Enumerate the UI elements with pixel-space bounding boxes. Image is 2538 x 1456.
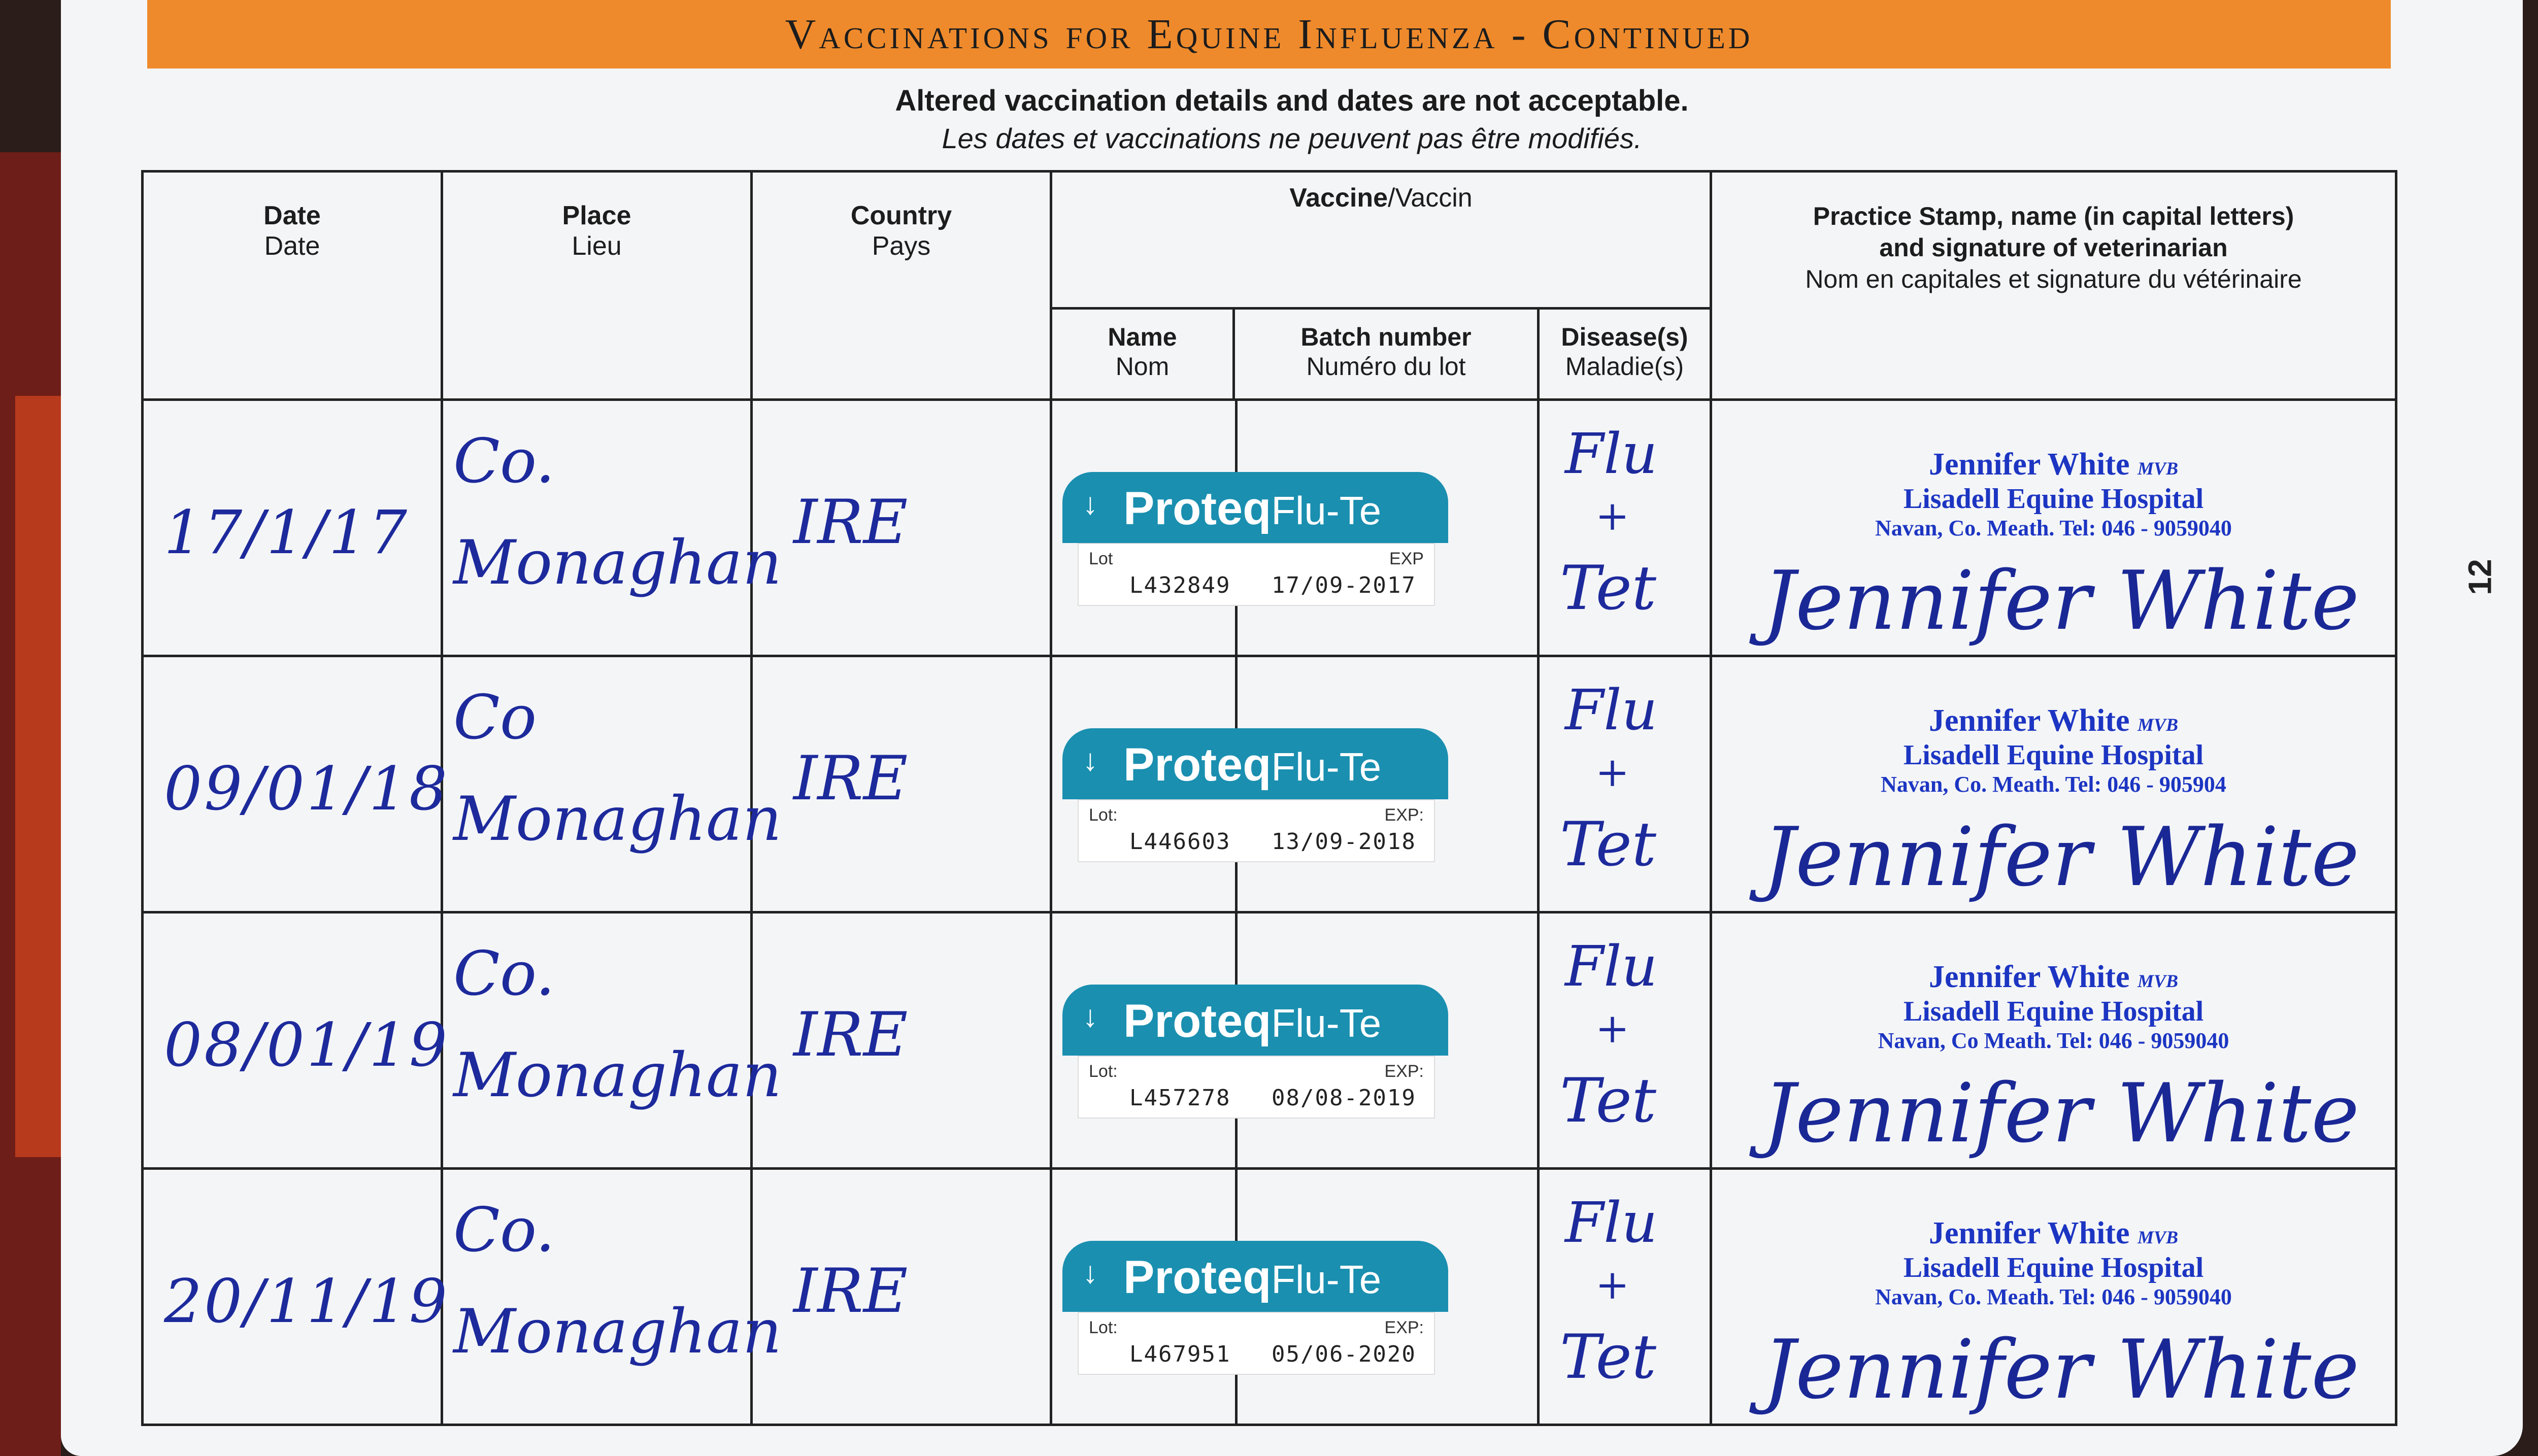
expiry-date: 17/09-2017 <box>1272 572 1416 598</box>
exp-label: EXP: <box>1384 1062 1424 1081</box>
vet-signature: Jennifer White <box>1763 1322 2359 1417</box>
country-value: IRE <box>793 487 908 558</box>
practice-stamp <box>1712 1215 2395 1310</box>
stamp-cell <box>1711 656 2396 912</box>
date-cell <box>143 656 449 912</box>
place-line2: Monaghan <box>453 528 782 598</box>
vet-signature: Jennifer White <box>1763 553 2359 648</box>
hospital-name: Lisadell Equine Hospital <box>1903 1252 2204 1283</box>
hospital-name: Lisadell Equine Hospital <box>1903 996 2204 1027</box>
place-line1: Co <box>453 683 537 753</box>
col-vaccine-header: Vaccine/Vaccin <box>1051 172 1711 309</box>
arrow-down-icon: ↓ <box>1083 743 1098 777</box>
country-cell <box>752 912 1051 1169</box>
hospital-address: Navan, Co Meath. Tel: 046 - 9059040 <box>1878 1028 2229 1053</box>
lot-label: Lot: <box>1089 1318 1118 1337</box>
vaccine-brand: Proteq <box>1123 483 1272 534</box>
exp-label: EXP: <box>1384 1318 1424 1337</box>
disease-line2: + <box>1595 1261 1630 1308</box>
vaccine-brand: Proteq <box>1123 995 1272 1047</box>
vet-name: Jennifer White <box>1928 1216 2130 1250</box>
vaccine-brand: Proteq <box>1123 1251 1272 1303</box>
place-cell <box>442 400 782 656</box>
lot-label: Lot: <box>1089 805 1118 825</box>
vaccine-brand-suffix: Flu-Te <box>1271 488 1382 533</box>
practice-stamp <box>1712 703 2395 797</box>
vet-title: MVB <box>2137 1227 2179 1247</box>
vaccine-cell <box>1051 912 1539 1169</box>
country-value: IRE <box>793 743 908 814</box>
place-cell <box>442 1169 782 1425</box>
table-row <box>143 912 2396 1169</box>
disease-cell <box>1539 656 1711 912</box>
expiry-date: 13/09-2018 <box>1272 829 1416 855</box>
place-line1: Co. <box>453 1195 555 1266</box>
disease-cell <box>1539 912 1711 1169</box>
date-value: 08/01/19 <box>164 1010 449 1080</box>
hospital-address: Navan, Co. Meath. Tel: 046 - 905904 <box>1881 772 2226 797</box>
vet-name: Jennifer White <box>1928 960 2130 994</box>
disease-line1: Flu <box>1565 1190 1658 1255</box>
hospital-name: Lisadell Equine Hospital <box>1903 739 2204 771</box>
vaccine-brand-suffix: Flu-Te <box>1271 1001 1382 1045</box>
disease-cell <box>1539 1169 1711 1425</box>
hospital-address: Navan, Co. Meath. Tel: 046 - 9059040 <box>1875 1284 2232 1309</box>
date-value: 09/01/18 <box>164 754 449 824</box>
disease-line3: Tet <box>1560 553 1656 624</box>
exp-label: EXP <box>1389 549 1424 568</box>
expiry-date: 05/06-2020 <box>1272 1341 1416 1367</box>
vet-title: MVB <box>2137 458 2179 479</box>
date-cell <box>143 912 449 1169</box>
country-cell <box>752 656 1051 912</box>
exp-label: EXP: <box>1384 805 1424 825</box>
country-cell <box>752 1169 1051 1425</box>
section-title-bar <box>147 0 2391 69</box>
stamp-cell <box>1711 912 2396 1169</box>
vet-title: MVB <box>2137 715 2179 735</box>
vet-name: Jennifer White <box>1928 703 2130 738</box>
date-value: 20/11/19 <box>164 1266 449 1336</box>
col-disease-header: Disease(s) Maladie(s) <box>1539 309 1711 400</box>
disease-line3: Tet <box>1560 1066 1656 1136</box>
vet-title: MVB <box>2137 971 2179 991</box>
header-row <box>143 172 2396 309</box>
vaccine-sticker <box>1062 985 1448 1122</box>
disease-line3: Tet <box>1560 1322 1656 1393</box>
arrow-down-icon: ↓ <box>1083 1256 1098 1290</box>
vaccination-table <box>141 170 2397 1426</box>
hospital-name: Lisadell Equine Hospital <box>1903 483 2204 515</box>
batch-number: L467951 <box>1129 1341 1231 1367</box>
lot-label: Lot <box>1089 549 1113 568</box>
practice-stamp <box>1712 959 2395 1054</box>
date-cell <box>143 400 442 656</box>
vet-name: Jennifer White <box>1928 447 2130 482</box>
country-cell <box>752 400 1051 656</box>
section-title: Vaccinations for Equine Influenza - Continued <box>785 11 1753 58</box>
disease-line2: + <box>1595 1005 1630 1052</box>
vaccine-brand: Proteq <box>1123 739 1272 791</box>
place-line2: Monaghan <box>453 1040 782 1111</box>
col-name-header: Name Nom <box>1051 309 1234 400</box>
place-cell <box>442 912 782 1169</box>
vaccine-cell <box>1051 1169 1539 1425</box>
col-date-header: Date Date <box>143 172 442 400</box>
expiry-date: 08/08-2019 <box>1272 1085 1416 1111</box>
col-batch-header: Batch number Numéro du lot <box>1234 309 1539 400</box>
country-value: IRE <box>793 1000 908 1070</box>
arrow-down-icon: ↓ <box>1083 487 1098 521</box>
practice-stamp <box>1712 447 2395 541</box>
warning-french: Les dates et vaccinations ne peuvent pas être modifiés. <box>942 122 1642 154</box>
table-row <box>143 400 2396 656</box>
vaccine-brand-suffix: Flu-Te <box>1271 1257 1382 1302</box>
disease-cell <box>1539 400 1711 656</box>
disease-line1: Flu <box>1565 678 1658 742</box>
stamp-cell <box>1711 1169 2396 1425</box>
place-line1: Co. <box>453 939 555 1009</box>
batch-number: L457278 <box>1129 1085 1231 1111</box>
batch-number: L432849 <box>1129 572 1231 598</box>
vaccine-cell <box>1051 400 1539 656</box>
disease-line2: + <box>1595 492 1630 539</box>
col-place-header: Place Lieu <box>442 172 752 400</box>
disease-line1: Flu <box>1565 421 1658 486</box>
disease-line3: Tet <box>1560 809 1656 880</box>
disease-line2: + <box>1595 749 1630 796</box>
vaccine-brand-suffix: Flu-Te <box>1271 744 1382 789</box>
place-line2: Monaghan <box>453 1297 782 1367</box>
table-row <box>143 656 2396 912</box>
country-value: IRE <box>793 1256 908 1327</box>
date-value: 17/1/17 <box>164 497 409 567</box>
vaccine-cell <box>1051 656 1539 912</box>
book-spine-accent <box>15 396 61 1157</box>
stamp-cell <box>1711 400 2396 656</box>
date-cell <box>143 1169 449 1425</box>
page-number: 12 <box>2461 559 2498 595</box>
vet-signature: Jennifer White <box>1763 809 2359 904</box>
vet-signature: Jennifer White <box>1763 1066 2359 1161</box>
col-country-header: Country Pays <box>752 172 1051 400</box>
disease-line1: Flu <box>1565 934 1658 999</box>
warning-english: Altered vaccination details and dates are not acceptable. <box>895 84 1689 117</box>
vaccine-sticker <box>1062 472 1448 609</box>
lot-label: Lot: <box>1089 1062 1118 1081</box>
vaccine-sticker <box>1062 728 1448 865</box>
arrow-down-icon: ↓ <box>1083 999 1098 1033</box>
place-line1: Co. <box>453 426 555 497</box>
place-cell <box>442 656 782 912</box>
passport-page <box>61 0 2523 1456</box>
place-line2: Monaghan <box>453 784 782 855</box>
col-stamp-header: Practice Stamp, name (in capital letters) and signature of veterinarian Nom en capitales et signature du vétérinaire <box>1711 172 2396 400</box>
hospital-address: Navan, Co. Meath. Tel: 046 - 9059040 <box>1875 516 2232 540</box>
vaccine-sticker <box>1062 1241 1448 1378</box>
batch-number: L446603 <box>1129 829 1231 855</box>
table-row <box>143 1169 2396 1425</box>
